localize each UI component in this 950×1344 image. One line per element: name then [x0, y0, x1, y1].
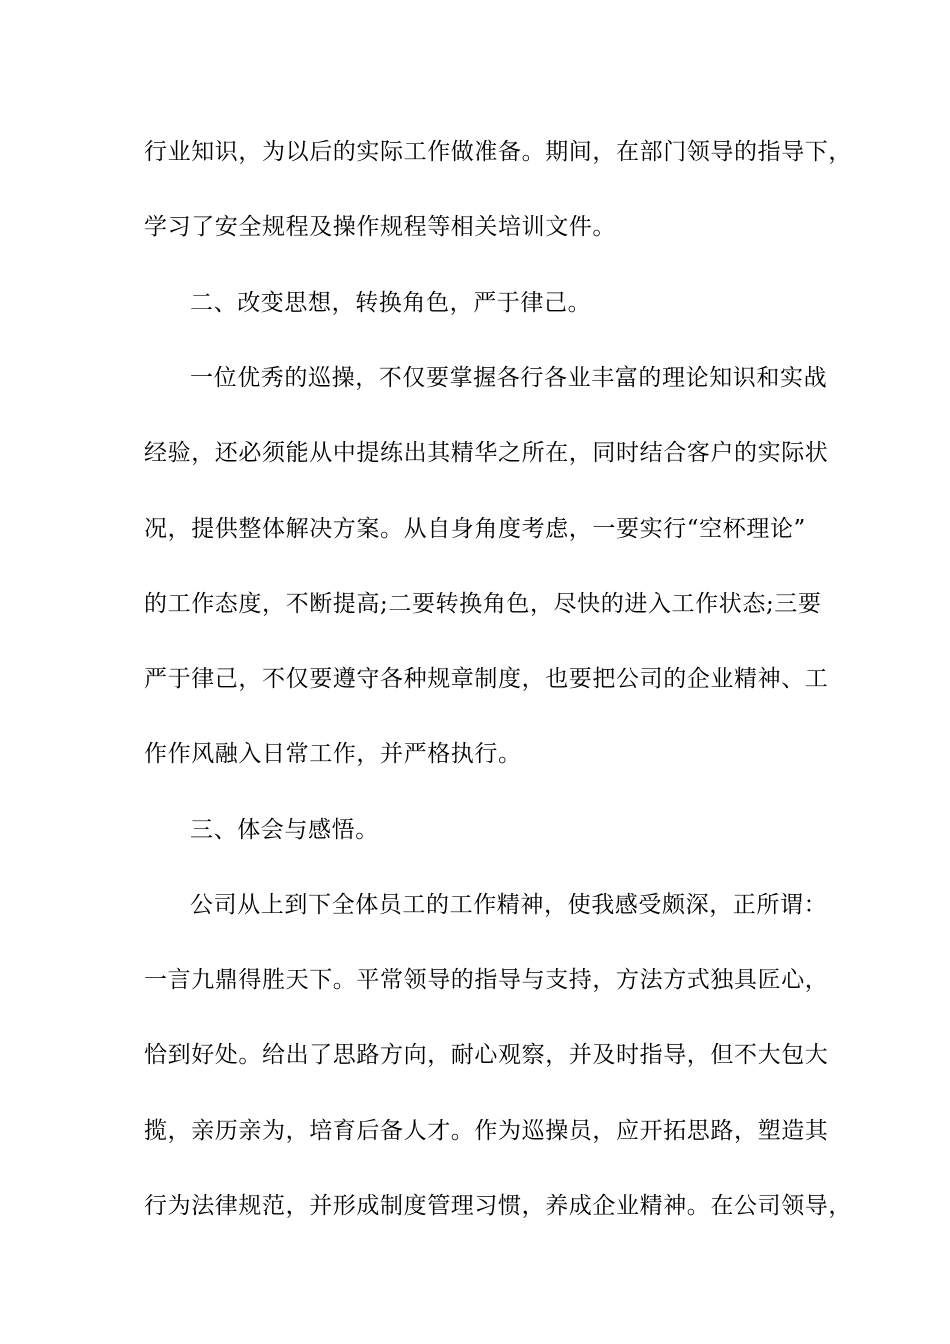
- paragraph-first-line: 公司从上到下全体员工的工作精神，使我感受颇深，正所谓：: [190, 892, 828, 918]
- body-text-line: 行业知识，为以后的实际工作做准备。期间，在部门领导的指导下，: [144, 139, 852, 165]
- paragraph-first-line: 一位优秀的巡操，不仅要掌握各行各业丰富的理论知识和实战: [190, 365, 828, 391]
- section-heading: 三、体会与感悟。: [190, 817, 379, 843]
- body-text-line: 况，提供整体解决方案。从自身角度考虑，一要实行“空杯理论”: [144, 516, 806, 542]
- body-text-line: 一言九鼎得胜天下。平常领导的指导与支持，方法方式独具匠心，: [144, 967, 829, 993]
- body-text-line: 揽，亲历亲为，培育后备人才。作为巡操员，应开拓思路，塑造其: [144, 1118, 829, 1144]
- section-heading: 二、改变思想，转换角色，严于律己。: [190, 290, 592, 316]
- body-text-line: 严于律己，不仅要遵守各种规章制度，也要把公司的企业精神、工: [144, 666, 829, 692]
- body-text-line: 行为法律规范，并形成制度管理习惯，养成企业精神。在公司领导，: [144, 1193, 852, 1219]
- body-text-line: 学习了安全规程及操作规程等相关培训文件。: [144, 214, 616, 240]
- body-text-line: 经验，还必须能从中提练出其精华之所在，同时结合客户的实际状: [144, 440, 829, 466]
- body-text-line: 作作风融入日常工作，并严格执行。: [144, 741, 522, 767]
- body-text-line: 的工作态度，不断提高;二要转换角色，尽快的进入工作状态;三要: [144, 591, 822, 617]
- body-text-line: 恰到好处。给出了思路方向，耐心观察，并及时指导，但不大包大: [144, 1042, 829, 1068]
